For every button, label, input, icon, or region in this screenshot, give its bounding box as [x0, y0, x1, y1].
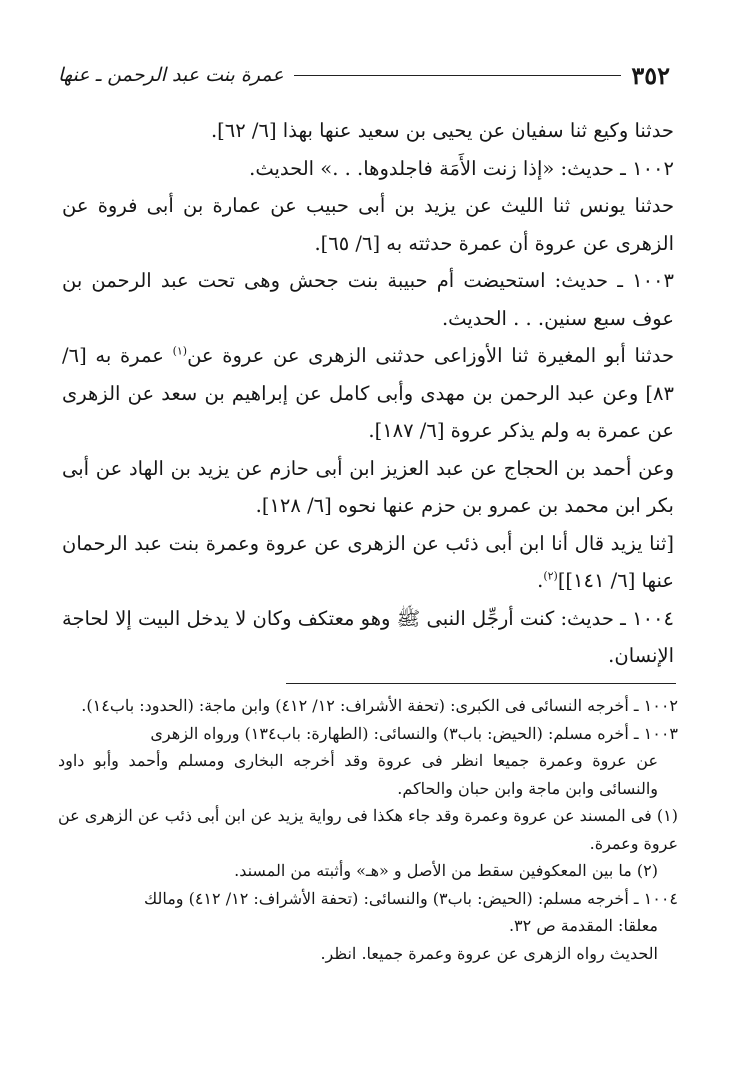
hadith-heading: ١٠٠٣ ـ حديث: استحيضت أم حبيبة بنت جحش وهى تحت عبد الرحمن بن عوف سبع سنين. . . الحديث. [62, 269, 674, 330]
paragraph-text: [ثنا يزيد قال أنا ابن أبى ذئب عن الزهرى عن عروة وعمرة بنت عبد الرحمان عنها [٦/ ١٤١]] [62, 531, 674, 592]
footnote-separator [286, 683, 676, 684]
main-text [62, 112, 674, 675]
paragraph-text: . [537, 569, 544, 592]
paragraph: حدثنا يونس ثنا الليث عن يزيد بن أبى حبيب عن عمارة بن أبى فروة عن الزهرى عن عروة أن عمرة حدثته به [٦/ ٦٥]. [62, 194, 674, 255]
paragraph-text: حدثنا أبو المغيرة ثنا الأوزاعى حدثنى الزهرى عن عروة عن [187, 344, 674, 367]
paragraph [62, 337, 674, 450]
footnote: عن عروة وعمرة جميعا انظر فى عروة وقد أخرجه البخارى ومسلم وأحمد وأبو داود والنسائى وابن ماجة وابن حبان والحاكم. [58, 751, 658, 798]
page-header [58, 58, 670, 92]
paragraph-text: عمرة به [٦/ ٨٣] وعن عبد الرحمن بن مهدى وأبى كامل عن إبراهيم بن سعد عن الزهرى عن عمرة به ولم يذكر عروة [٦/ ١٨٧]. [62, 344, 674, 442]
hadith-heading: ١٠٠٤ ـ حديث: كنت أرجِّل النبى ﷺ وهو معتكف وكان لا يدخل البيت إلا لحاجة الإنسان. [62, 606, 674, 667]
paragraph [62, 525, 674, 600]
header-rule [294, 75, 622, 76]
paragraph: حدثنا وكيع ثنا سفيان عن يحيى بن سعيد عنها بهذا [٦/ ٦٢]. [210, 119, 674, 142]
footnote-marker: (٢) [543, 569, 558, 583]
footnotes [58, 692, 678, 967]
footnote: الحديث رواه الزهرى عن عروة وعمرة جميعا. انظر. [320, 943, 658, 963]
footnote: ١٠٠٤ ـ أخرجه مسلم: (الحيض: باب٣) والنسائى: (تحفة الأشراف: ١٢/ ٤١٢) ومالك [143, 888, 678, 908]
footnote-marker: (١) [172, 344, 188, 358]
footnote: (١) فى المسند عن عروة وعمرة وقد جاء هكذا فى رواية يزيد عن ابن أبى ذئب عن الزهرى عن عروة وعمرة. [58, 806, 678, 853]
footnote: (٢) ما بين المعكوفين سقط من الأصل و «هـ» وأثبته من المسند. [234, 861, 658, 880]
page-number: ٣٥٢ [631, 60, 670, 90]
paragraph: وعن أحمد بن الحجاج عن عبد العزيز ابن أبى حازم عن يزيد بن الهاد عن أبى بكر ابن محمد بن عمرو بن حزم عنها نحوه [٦/ ١٢٨]. [62, 456, 674, 517]
footnote: ١٠٠٢ ـ أخرجه النسائى فى الكبرى: (تحفة الأشراف: ١٢/ ٤١٢) وابن ماجة: (الحدود: باب١٤). [81, 696, 678, 715]
hadith-heading: ١٠٠٢ ـ حديث: «إذا زنت الأَمَة فاجلدوها. . .» الحديث. [249, 156, 674, 180]
footnote: ١٠٠٣ ـ أخره مسلم: (الحيض: باب٣) والنسائى: (الطهارة: باب١٣٤) ورواه الزهرى [150, 723, 678, 743]
footnote: معلقا: المقدمة ص ٣٢. [508, 916, 658, 935]
running-title: عمرة بنت عبد الرحمن ـ عنها [58, 64, 284, 86]
